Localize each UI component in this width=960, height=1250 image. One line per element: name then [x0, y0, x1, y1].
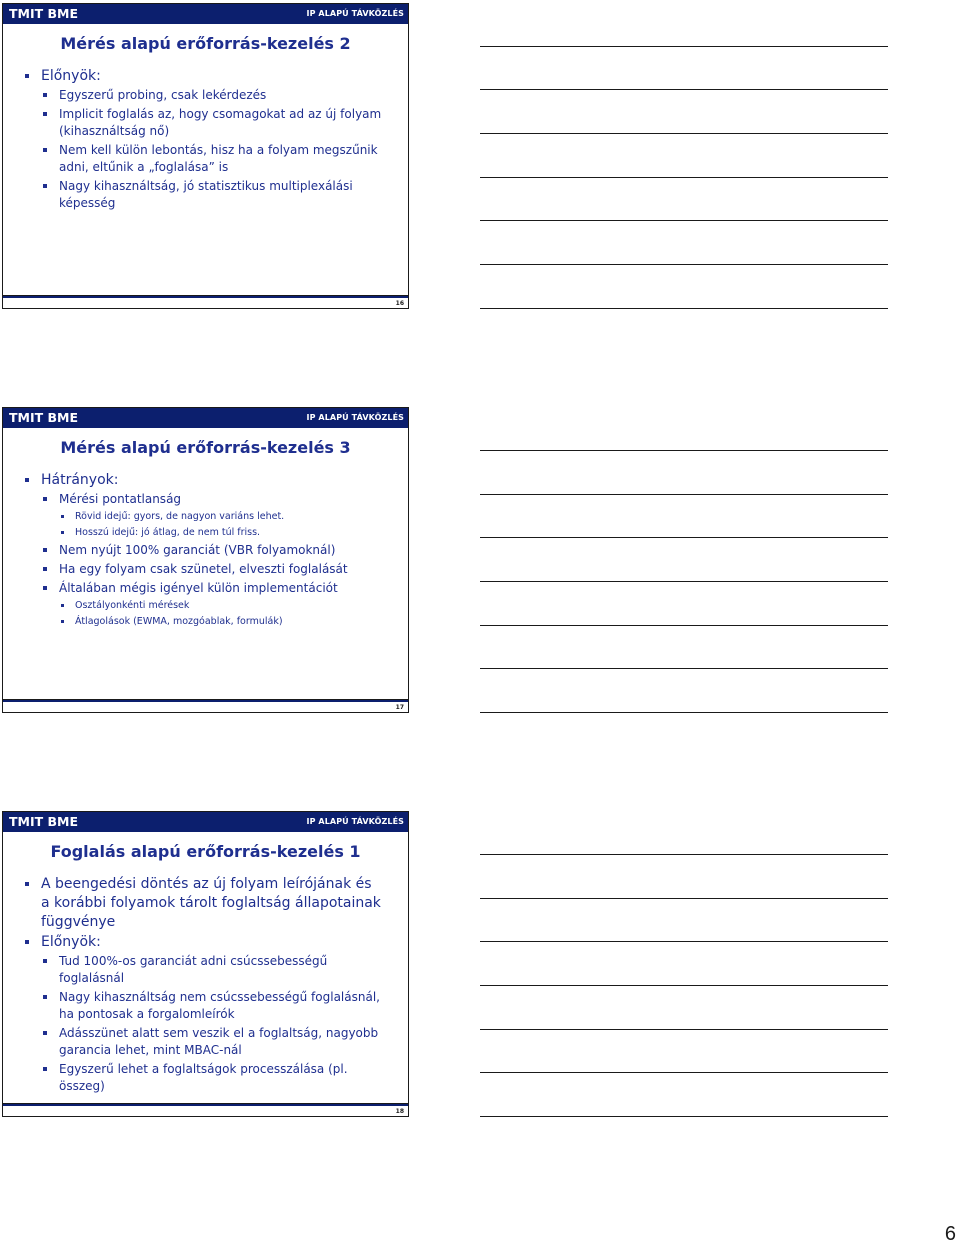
- bullet-item: [43, 106, 384, 140]
- bullet-text: Általában mégis igényel külön implementációt: [59, 581, 338, 595]
- bullet-item: [61, 615, 384, 629]
- bullet-item: [43, 561, 384, 578]
- square-bullet-icon: [43, 548, 47, 552]
- square-bullet-icon: [43, 1031, 47, 1035]
- bullet-item: [43, 580, 384, 597]
- slide-18: [2, 811, 409, 1117]
- slide-header: [3, 4, 408, 24]
- note-line: [480, 537, 888, 538]
- note-line: [480, 308, 888, 309]
- bullet-text: A beengedési döntés az új folyam leírójának és a korábbi folyamok tárolt foglaltság állapotainak függvénye: [41, 876, 381, 930]
- course-label: IP ALAPÚ TÁVKÖZLÉS: [306, 413, 404, 422]
- bullet-item: [43, 142, 384, 176]
- square-bullet-icon: [25, 74, 29, 78]
- note-line: [480, 220, 888, 221]
- footer-bar: [3, 700, 408, 702]
- slide-footer: [3, 1103, 408, 1116]
- bullet-text: Adásszünet alatt sem veszik el a foglaltság, nagyobb garancia lehet, mint MBAC-nál: [59, 1026, 379, 1057]
- slide-footer: [3, 295, 408, 308]
- note-line: [480, 668, 888, 669]
- square-bullet-icon: [61, 620, 64, 623]
- bullet-item: [25, 67, 384, 86]
- bullet-text: Nagy kihasználtság nem csúcssebességű foglalásnál, ha pontosak a forgalomleírók: [59, 990, 380, 1021]
- slide-header: [3, 408, 408, 428]
- note-line: [480, 854, 888, 855]
- bullet-item: [43, 542, 384, 559]
- square-bullet-icon: [25, 882, 29, 886]
- square-bullet-icon: [43, 586, 47, 590]
- bullet-text: Egyszerű probing, csak lekérdezés: [59, 88, 267, 102]
- footer-bar: [3, 296, 408, 298]
- square-bullet-icon: [43, 148, 47, 152]
- bullet-item: [43, 953, 384, 987]
- square-bullet-icon: [43, 93, 47, 97]
- note-line: [480, 898, 888, 899]
- note-line: [480, 625, 888, 626]
- note-line: [480, 985, 888, 986]
- brand-label: TMIT BME: [9, 6, 79, 21]
- note-line: [480, 1116, 888, 1117]
- bullet-text: Hosszú idejű: jó átlag, de nem túl friss.: [75, 527, 261, 538]
- brand-label: TMIT BME: [9, 410, 79, 425]
- bullet-item: [43, 178, 384, 212]
- bullet-item: [43, 1025, 384, 1059]
- course-label: IP ALAPÚ TÁVKÖZLÉS: [306, 817, 404, 826]
- note-line: [480, 712, 888, 713]
- bullet-text: Tud 100%-os garanciát adni csúcssebességű foglalásnál: [59, 954, 328, 985]
- note-line: [480, 1029, 888, 1030]
- bullet-text: Nagy kihasználtság, jó statisztikus multiplexálási képesség: [59, 179, 353, 210]
- bullet-text: Osztályonkénti mérések: [75, 600, 190, 611]
- slide-17: [2, 407, 409, 713]
- square-bullet-icon: [61, 531, 64, 534]
- bullet-item: [61, 599, 384, 613]
- note-line: [480, 941, 888, 942]
- bullet-text: Implicit foglalás az, hogy csomagokat ad az új folyam (kihasználtság nő): [59, 107, 382, 138]
- square-bullet-icon: [43, 959, 47, 963]
- course-label: IP ALAPÚ TÁVKÖZLÉS: [306, 9, 404, 18]
- square-bullet-icon: [43, 1067, 47, 1071]
- slide-title: Mérés alapú erőforrás-kezelés 2: [60, 34, 351, 53]
- bullet-text: Előnyök:: [41, 68, 101, 84]
- square-bullet-icon: [61, 515, 64, 518]
- note-line: [480, 89, 888, 90]
- note-line: [480, 46, 888, 47]
- bullet-item: [25, 875, 384, 932]
- slide-header: [3, 812, 408, 832]
- slide-footer: [3, 699, 408, 712]
- slide-title: Foglalás alapú erőforrás-kezelés 1: [50, 842, 361, 861]
- square-bullet-icon: [43, 995, 47, 999]
- bullet-text: Nem kell külön lebontás, hisz ha a folyam megszűnik adni, eltűnik a „foglalása” is: [59, 143, 378, 174]
- slide-body: [25, 875, 384, 1097]
- note-line: [480, 177, 888, 178]
- square-bullet-icon: [61, 604, 64, 607]
- note-line: [480, 264, 888, 265]
- footer-bar: [3, 1104, 408, 1106]
- bullet-text: Rövid idejű: gyors, de nagyon variáns lehet.: [75, 511, 285, 522]
- bullet-item: [43, 1061, 384, 1095]
- slide-page-number: 17: [395, 704, 404, 711]
- slide-body: [25, 67, 384, 214]
- square-bullet-icon: [43, 112, 47, 116]
- document-page-number: 6: [944, 1223, 956, 1245]
- bullet-text: Egyszerű lehet a foglaltságok processzálása (pl. összeg): [59, 1062, 348, 1093]
- note-line: [480, 1072, 888, 1073]
- bullet-item: [43, 989, 384, 1023]
- slide-title: Mérés alapú erőforrás-kezelés 3: [60, 438, 351, 457]
- square-bullet-icon: [43, 184, 47, 188]
- square-bullet-icon: [43, 567, 47, 571]
- bullet-item: [43, 87, 384, 104]
- bullet-text: Átlagolások (EWMA, mozgóablak, formulák): [75, 616, 283, 627]
- bullet-item: [25, 471, 384, 490]
- square-bullet-icon: [43, 497, 47, 501]
- bullet-item: [43, 491, 384, 508]
- square-bullet-icon: [25, 478, 29, 482]
- slide-16: [2, 3, 409, 309]
- note-line: [480, 581, 888, 582]
- bullet-item: [61, 510, 384, 524]
- bullet-text: Ha egy folyam csak szünetel, elveszti foglalását: [59, 562, 348, 576]
- note-line: [480, 494, 888, 495]
- bullet-item: [61, 526, 384, 540]
- bullet-item: [25, 933, 384, 952]
- slide-page-number: 16: [395, 300, 404, 307]
- note-line: [480, 450, 888, 451]
- slide-body: [25, 471, 384, 631]
- bullet-text: Előnyök:: [41, 934, 101, 950]
- note-line: [480, 133, 888, 134]
- bullet-text: Nem nyújt 100% garanciát (VBR folyamoknál): [59, 543, 336, 557]
- bullet-text: Hátrányok:: [41, 472, 119, 488]
- brand-label: TMIT BME: [9, 814, 79, 829]
- slide-page-number: 18: [395, 1108, 404, 1115]
- bullet-text: Mérési pontatlanság: [59, 492, 182, 506]
- square-bullet-icon: [25, 940, 29, 944]
